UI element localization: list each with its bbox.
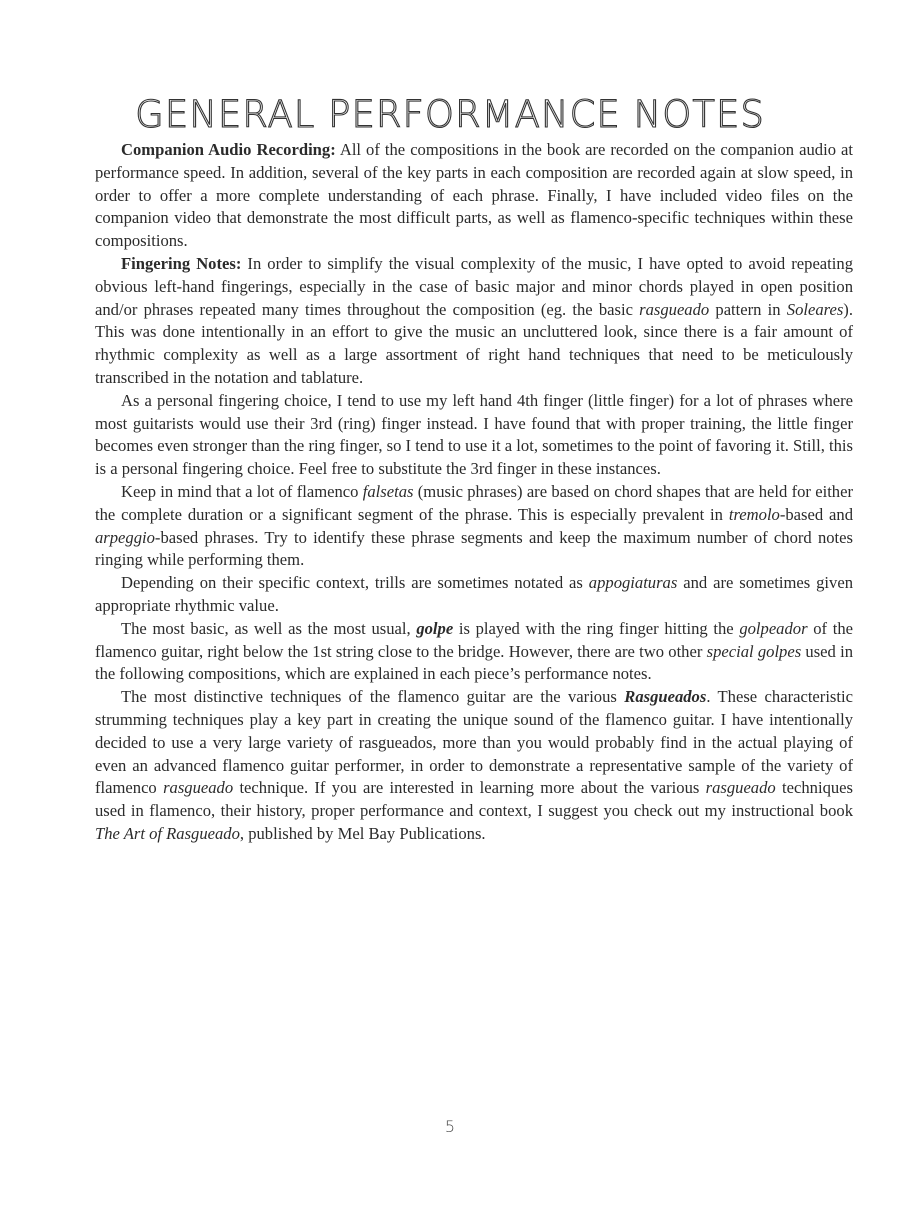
paragraph-companion-audio: Companion Audio Recording: All of the compositions in the book are recorded on the companion audio at performance speed. In addition, several of the key parts in each composition are recorded again at slow speed, in order to offer a more complete understanding of each phrase. Finally, I have included video files on the companion video that demonstrate the most difficult parts, as well as flamenco-specific techniques within these compositions. xyxy=(95,140,853,251)
paragraph-fingering-choice: As a personal fingering choice, I tend to use my left hand 4th finger (little finger) for a lot of phrases where most guitarists would use their 3rd (ring) finger instead. I have found that with proper training, the little finger becomes even stronger than the ring finger, so I tend to use it a lot, sometimes to the point of favoring it. Still, this is a personal fingering choice. Feel free to substitute the 3rd finger in these instances. xyxy=(95,390,853,479)
paragraph-rasgueados: The most distinctive techniques of the flamenco guitar are the various Rasgueados. These characteristic strumming techniques play a key part in creating the unique sound of the flamenco guitar. I have intentionally decided to use a very large variety of rasgueados, more than you would probably find in the actual playing of even an advanced flamenco guitar performer, in order to demonstrate a representative sample of the variety of flamenco rasgueado technique. If you are interested in learning more about the various rasgueado techniques used in flamenco, their history, proper performance and context, I suggest you check out my instructional book The Art of Rasgueado, published by Mel Bay Publications. xyxy=(95,687,853,843)
paragraph-lead: Companion Audio Recording: xyxy=(121,140,336,159)
paragraph-fingering-notes: Fingering Notes: In order to simplify the visual complexity of the music, I have opted to avoid repeating obvious left-hand fingerings, especially in the case of basic major and minor chords played in open position and/or phrases repeated many times throughout the composition (eg. the basic rasgueado pattern in Soleares). This was done intentionally in an effort to give the music an uncluttered look, since there is a fair amount of rhythmic complexity as well as a large assortment of right hand techniques that need to be meticulously transcribed in the notation and tablature. xyxy=(95,253,853,387)
page-number: 5 xyxy=(444,1117,456,1136)
body-text xyxy=(95,139,853,846)
paragraph-falsetas: Keep in mind that a lot of flamenco falsetas (music phrases) are based on chord shapes that are held for either the complete duration or a significant segment of the phrase. This is especially prevalent in tremolo-based and arpeggio-based phrases. Try to identify these phrase segments and keep the maximum number of chord notes ringing while performing them. xyxy=(95,481,853,570)
paragraph-trills: Depending on their specific context, trills are sometimes notated as appogiaturas and are sometimes given appropriate rhythmic value. xyxy=(95,573,854,615)
paragraph-golpe: The most basic, as well as the most usual, golpe is played with the ring finger hitting the golpeador of the flamenco guitar, right below the 1st string close to the bridge. However, there are two other special golpes used in the following compositions, which are explained in each piece’s performance notes. xyxy=(95,618,853,684)
paragraph-lead: Fingering Notes: xyxy=(121,253,242,273)
page-title: GENERAL PERFORMANCE NOTES xyxy=(135,92,765,136)
